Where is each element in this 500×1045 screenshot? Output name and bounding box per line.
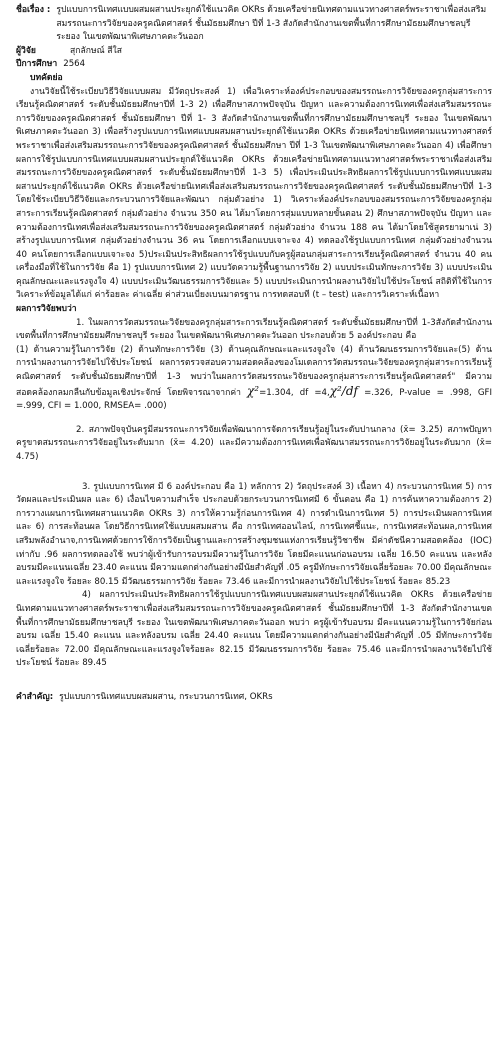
result-3: 3. รูปแบบการนิเทศ มี 6 องค์ประกอบ คือ 1) หลักการ 2) วัตถุประสงค์ 3) เนื้อหา 4) กระบวนการนิเทศ 5) การวัดผลและประเมินผล และ 6) เงื่อนไขความสำเร็จ ประกอบด้วยกระบวนการนิเทศมี 6 ขั้นตอน คือ 1) การค้นหาความต้องการ 2) การวางแผนการนิเทศผสานแนวคิด OKRs 3) การให้ความรู้ก่อนการนิเทศ 4) การดำเนินการนิเทศ 5) การประเมินผลการนิเทศ และ 6) การสะท้อนผล โดยวิธีการนิเทศใช้แบบผสมผสาน คือ การนิเทศออนไลน์, การนิเทศชี้แนะ, การนิเทศสะท้อนผล,การนิเทศเสริมพลังอำนาจ,การนิเทศด้วยการใช้การวิจัยเป็นฐานและการสร้างชุมชนแห่งการเรียนรู้วิชาชีพ มีค่าดัชนีความสอดคล้อง (IOC) เท่ากับ .96 ผลการทดลองใช้ พบว่าผู้เข้ารับการอบรมมีความรู้ในการวิจัย โดยมีคะแนนก่อนอบรม เฉลี่ย 16.50 คะแนน และหลังอบรมมีคะแนนเฉลี่ย 23.40 คะแนน มีความแตกต่างกันอย่างมีนัยสำคัญที่ .05 ครูมีทักษะการวิจัยเฉลี่ยร้อยละ 70.00 มีคุณลักษณะและแรงจูงใจ ร้อยละ 80.15 มีวัฒนธรรมการวิจัย ร้อยละ 73.46 และมีการนำผลงานวิจัยไปใช้ประโยชน์ ร้อยละ 85.23	[16, 481, 492, 587]
df-value: df =4,	[299, 387, 330, 398]
researcher-row	[16, 45, 492, 59]
keywords-row	[16, 691, 492, 705]
researcher-name: สุกลักษณ์ สีใส	[70, 45, 122, 56]
keywords-label: คำสำคัญ:	[16, 691, 54, 702]
year-label: ปีการศึกษา	[16, 59, 58, 70]
document-title: รูปแบบการนิเทศแบบผสมผสานประยุกต์ใช้แนวคิด OKRs ด้วยเครือข่ายนิเทศตามแนวทางศาสตร์พระราชาเพื่อส่งเสริมสมรรถนะการวิจัยของครูคณิตศาสตร์ ชั้นมัธยมศึกษา ปีที่ 1-3 สังกัดสำนักงานเขตพื้นที่การศึกษามัธยมศึกษาชลบุรี ระยอง ในเขตพัฒนาพิเศษภาคตะวันออก	[56, 5, 487, 43]
fit-stats: =.326, P-value = .998, GFI =.999, CFI = 1.000, RMSEA= .000)	[16, 387, 493, 412]
result-1-text: (1) ด้านความรู้ในการวิจัย (2) ด้านทักษะการวิจัย (3) ด้านคุณลักษณะและแรงจูงใจ (4) ด้านวัฒนธรรมการวิจัยและ(5) ด้านการนำผลงานการวิจัยไปใช้ประโยชน์ ผลการตรวจสอบความสอดคล้องของโมเดลการวัดสมรรถนะวิจัยของครูกลุ่มสาระการเรียนรู้คณิตศาสตร์ ระดับชั้นมัธยมศึกษาปีที่ 1-3 พบว่าในผลการวัดสมรรถนะวิจัยของครูกลุ่มสาระการเรียนรู้คณิตศาสตร์" มีความสอดคล้องกลมกลืนกับข้อมูลเชิงประจักษ์ โดยพิจารณาจากค่า	[16, 344, 492, 398]
chi-df-symbol: χ²/df	[329, 383, 358, 398]
chi-square-symbol: χ²	[247, 383, 260, 398]
result-2: 2. สภาพปัจจุบันครูมีสมรรถนะการวิจัยเพื่อพัฒนาการจัดการเรียนรู้อยู่ในระดับปานกลาง (x̄= 3.25) สภาพปัญหาครูขาดสมรรถนะการวิจัยอยู่ในระดับมาก (x̄= 4.20) และมีความต้องการนิเทศเพื่อพัฒนาสมรรถนะการวิจัยอยู่ในระดับมาก (x̄= 4.75)	[16, 424, 492, 462]
result-1-body	[16, 344, 492, 414]
abstract-paragraph: งานวิจัยนี้ใช้ระเบียบวิธีวิจัยแบบผสม มีวัตถุประสงค์ 1) เพื่อวิเคราะห์องค์ประกอบของสมรรถนะการวิจัยของครูกลุ่มสาระการเรียนรู้คณิตศาสตร์ ระดับชั้นมัธยมศึกษาปีที่ 1-3 2) เพื่อศึกษาสภาพปัจจุบัน ปัญหา และความต้องการนิเทศเพื่อส่งเสริมสมรรถนะการวิจัยของครูคณิตศาสตร์ ชั้นมัธยมศึกษา ปีที่ 1- 3 สังกัดสำนักงานเขตพื้นที่การศึกษามัธยมศึกษาชลบุรี ระยอง ในเขตพัฒนาพิเศษภาคตะวันออก 3) เพื่อสร้างรูปแบบการนิเทศแบบผสมผสานประยุกต์ใช้แนวคิด OKRs ด้วยเครือข่ายนิเทศตามแนวทางศาสตร์พระราชาเพื่อส่งเสริมสมรรถนะการวิจัยของครูคณิตศาสตร์ ชั้นมัธยมศึกษา ปีที่ 1-3 ในเขตพัฒนาพิเศษภาคตะวันออก 4) เพื่อศึกษาผลการใช้รูปแบบการนิเทศแบบผสมผสานประยุกต์ใช้แนวคิด OKRs ด้วยเครือข่ายนิเทศตามแนวทางศาสตร์พระราชาเพื่อส่งเสริมสมรรถนะการวิจัยของครูคณิตศาสตร์ ระดับชั้นมัธยมศึกษาปีที่ 1-3 5) เพื่อประเมินประสิทธิผลการใช้รูปแบบการนิเทศแบบผสมผสานประยุกต์ใช้แนวคิด OKRs ด้วยเครือข่ายนิเทศเพื่อส่งเสริมสมรรถนะการวิจัยของครูคณิตศาสตร์ ระดับชั้นมัธยมศึกษาปีที่ 1-3 โดยใช้ระเบียบวิธีวิจัยและกระบวนการวิจัยและพัฒนา กลุ่มตัวอย่าง 1) วิเคราะห์องค์ประกอบของสมรรถนะการวิจัยของครูกลุ่มสาระการเรียนรู้คณิตศาสตร์ กลุ่มตัวอย่าง จำนวน 350 คน ได้มาโดยการสุ่มแบบหลายขั้นตอน 2) ศึกษาสภาพปัจจุบัน ปัญหา และความต้องการนิเทศเพื่อส่งเสริมสมรรถนะการวิจัยของครูคณิตศาสตร์ กลุ่มตัวอย่าง จำนวน 188 คน ได้มาโดยใช้สูตรยามาเน่ 3) สร้างรูปแบบการนิเทศ กลุ่มตัวอย่างจำนวน 36 คน โดยการเลือกแบบเจาะจง 4) ทดลองใช้รูปแบบการนิเทศ กลุ่มตัวอย่างจำนวน 40 คนโดยการเลือกแบบเจาะจง 5)ประเมินประสิทธิผลการใช้รูปแบบกับครูผู้สอนกลุ่มสาระการเรียนรู้คณิตศาสตร์ จำนวน 40 คน เครื่องมือที่ใช้ในการวิจัย คือ 1) รูปแบบการนิเทศ 2) แบบวัดความรู้พื้นฐานการวิจัย 2) แบบประเมินทักษะการวิจัย 3) แบบประเมินคุณลักษณะและแรงจูงใจ 4) แบบประเมินวัฒนธรรมการวิจัยและ 5) แบบประเมินการนำผลงานวิจัยไปใช้ประโยชน์ สถิติที่ใช้ในการวิเคราะห์ข้อมูลได้แก่ ค่าร้อยละ ค่าเฉลี่ย ค่าส่วนเบี่ยงเบนมาตรฐาน การทดสอบที (t – test) และการวิเคราะห์เนื้อหา	[16, 86, 492, 301]
academic-year: 2564	[63, 59, 86, 70]
title-label: ชื่อเรื่อง :	[16, 5, 51, 15]
researcher-label: ผู้วิจัย	[16, 45, 36, 56]
result-1-intro: 1. ในผลการวัดสมรรถนะวิจัยของครูกลุ่มสาระการเรียนรู้คณิตศาสตร์ ระดับชั้นมัธยมศึกษาปีที่ 1-3สังกัดสำนักงานเขตพื้นที่การศึกษามัธยมศึกษาชลบุรี ระยอง ในเขตพัฒนาพิเศษภาคตะวันออก ประกอบด้วย 5 องค์ประกอบ คือ	[16, 317, 492, 342]
year-row	[16, 58, 492, 72]
keywords: รูปแบบการนิเทศแบบผสมผสาน, กระบวนการนิเทศ, OKRs	[59, 691, 273, 702]
result-4: 4) ผลการประเมินประสิทธิผลการใช้รูปแบบการนิเทศแบบผสมผสานประยุกต์ใช้แนวคิด OKRs ด้วยเครือข่ายนิเทศตามแนวทางศาสตร์พระราชาเพื่อส่งเสริมสมรรถนะการวิจัยของครูคณิตศาสตร์ ชั้นมัธยมศึกษาปีที่ 1-3 สังกัดสำนักงานเขตพื้นที่การศึกษามัธยมศึกษาชลบุรี ระยอง ในเขตพัฒนาพิเศษภาคตะวันออก พบว่า ครูผู้เข้ารับอบรม มีคะแนนความรู้ในการวิจัยก่อนอบรม เฉลี่ย 15.40 คะแนน และหลังอบรม เฉลี่ย 24.40 คะแนน โดยมีความแตกต่างกันอย่างมีนัยสำคัญที่ .05 มีทักษะการวิจัยเฉลี่ยร้อยละ 72.00 มีคุณลักษณะและแรงจูงใจร้อยละ 82.15 มีวัฒนธรรมการวิจัย ร้อยละ 75.46 และมีการนำผลงานวิจัยไปใช้ประโยชน์ ร้อยละ 89.45	[16, 590, 492, 669]
chi-square-value: =1.304,	[259, 387, 294, 398]
results-heading: ผลการวิจัยพบว่า	[16, 304, 77, 315]
title-row	[16, 4, 492, 45]
abstract-heading: บทคัดย่อ	[30, 72, 63, 83]
